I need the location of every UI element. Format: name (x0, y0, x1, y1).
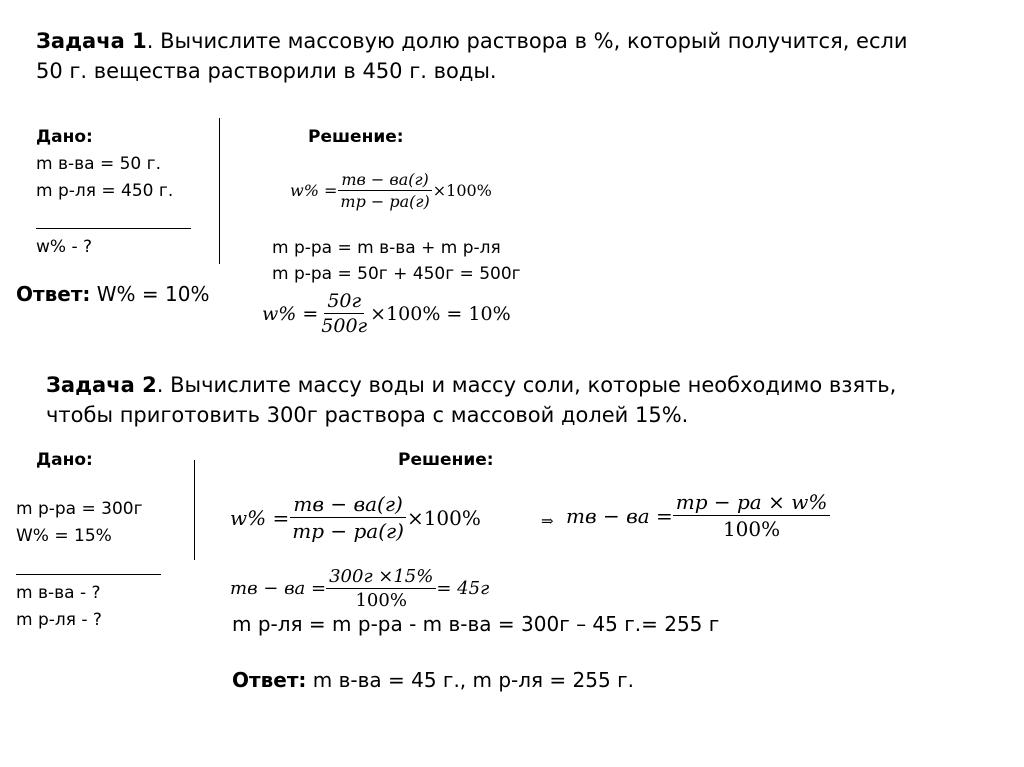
task2-formula: w% = $\frac{mв - ва(г)}{mр - ра(г)}$ ×100% (230, 492, 481, 543)
task2-solution-line-1: m р-ля = m р-ра - m в-ва = 300г – 45 г.= 255 г (232, 612, 720, 636)
task1-answer: Ответ: W% = 10% (16, 282, 210, 306)
task1-solution-line-1: m р-ра = m в-ва + m р-ля (272, 238, 501, 258)
task1-statement (36, 26, 908, 86)
task2-answer: Ответ: m в-ва = 45 г., m р-ля = 255 г. (232, 668, 634, 692)
task1-line-1: Задача 1. Вычислите массовую долю раствора в %, который получится, если (36, 29, 908, 53)
task1-given-list (36, 151, 173, 204)
task1-formula: w% = $\frac{mв - ва(г)}{mр - ра(г)}$ ×100% (290, 170, 492, 211)
task2-label: Задача 2 (46, 373, 157, 397)
task2-given-fraction: W% = 15% (16, 525, 112, 546)
task1-given-mass-solute: m в-ва = 50 г. (36, 154, 161, 174)
task2-formula-rearranged: mв − ва = $\frac{mр - ра \times w\%}{100\%}$ (566, 490, 830, 541)
task2-line-1: Задача 2. Вычислите массу воды и массу соли, которые необходимо взять, (46, 373, 897, 397)
task2-answer-label: Ответ: (232, 668, 307, 692)
task1-solution-line-2: m р-ра = 50г + 450г = 500г (272, 264, 521, 284)
task1-given-label: Дано: (36, 127, 93, 147)
task2-given-separator (16, 574, 161, 575)
task2-find-list (16, 580, 102, 633)
task1-given-mass-solvent: m р-ля = 450 г. (36, 180, 174, 201)
task2-given-mass-solution: m р-ра = 300г (16, 499, 143, 519)
task1-line-2: 50 г. вещества растворили в 450 г. воды. (36, 59, 497, 83)
task1-find: w% - ? (36, 237, 93, 257)
task1-solution-label: Решение: (308, 127, 404, 147)
task2-calculation: mв − ва = $\frac{300г \times 15\%}{100\%}$ = 45г (230, 566, 490, 611)
task2-implies-arrow: ⇒ (541, 512, 554, 530)
task2-find-mass-solute: m в-ва - ? (16, 583, 101, 603)
task1-divider (219, 118, 220, 264)
task1-label: Задача 1 (36, 29, 147, 53)
task2-statement (46, 370, 896, 430)
task1-given-separator (36, 228, 191, 229)
task2-find-mass-solvent: m р-ля - ? (16, 609, 102, 630)
task2-given-label: Дано: (36, 450, 93, 470)
task2-given-list (16, 496, 143, 549)
task2-divider (194, 460, 195, 560)
task2-solution-label: Решение: (398, 450, 494, 470)
task1-calculation: w% = $\frac{50г}{500г}$ ×100% = 10% (262, 290, 511, 337)
task2-line-2: чтобы приготовить 300г раствора с массовой долей 15%. (46, 403, 689, 427)
task1-answer-label: Ответ: (16, 282, 91, 306)
